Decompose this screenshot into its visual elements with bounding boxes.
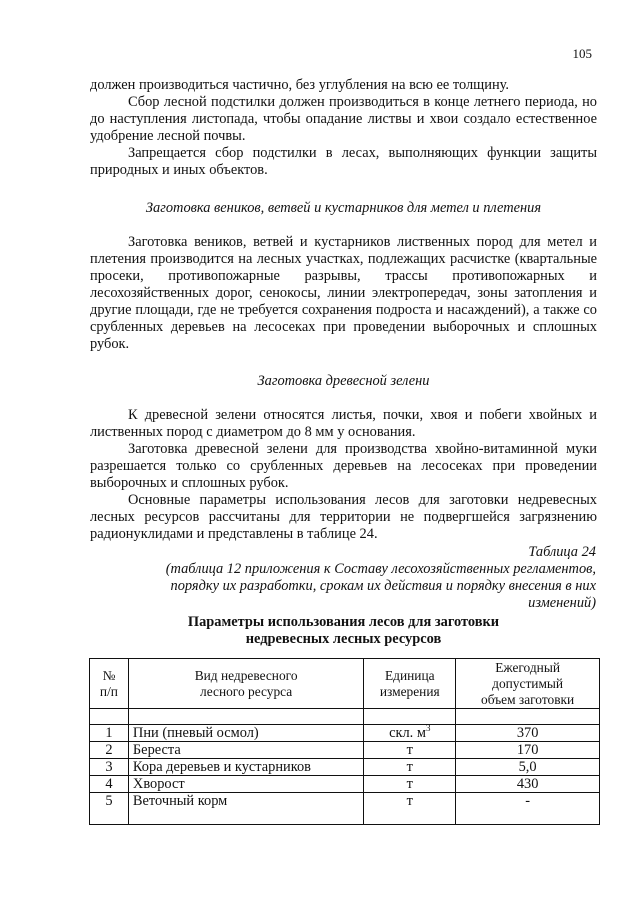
row-resource: Пни (пневый осмол) — [128, 725, 363, 742]
table-label: Таблица 24 — [528, 544, 596, 560]
header-annual-volume: Ежегодный допустимый объем заготовки — [456, 659, 600, 709]
table-note: (таблица 12 приложения к Составу лесохозяйственных регламентов, порядку их разработки, срокам их действия и порядку внесения в них изменений) — [165, 561, 596, 611]
row-unit: т — [364, 742, 456, 759]
row-num: 3 — [90, 759, 129, 776]
row-unit: т — [364, 759, 456, 776]
row-volume: 370 — [456, 725, 600, 742]
row-resource: Кора деревьев и кустарников — [128, 759, 363, 776]
table-title-line1: Параметры использования лесов для заготовки — [187, 614, 500, 630]
paragraph: Сбор лесной подстилки должен производиться в конце летнего периода, но до наступления листопада, чтобы опадание листвы и хвои создало естественное удобрение лесной почвы. — [90, 94, 597, 144]
table-row — [90, 759, 600, 776]
row-resource: Береста — [128, 742, 363, 759]
row-unit: т — [364, 776, 456, 793]
paragraph: К древесной зелени относятся листья, почки, хвоя и побеги хвойных и лиственных пород с диаметром до 8 мм у основания. — [90, 407, 597, 440]
brooms-section — [90, 234, 597, 353]
paragraph: Заготовка веников, ветвей и кустарников лиственных пород для метел и плетения производится на лесных участках, подлежащих расчистке (квартальные просеки, противопожарные разрывы, трассы противопожарных и лесохозяйственных дорог, сенокосы, линии электропередач, зоны затопления и другие площади, где не требуется сохранения подроста и насаждений), а также со срубленных деревьев на лесосеках при проведении выборочных и сплошных рубок. — [90, 234, 597, 352]
row-volume: 430 — [456, 776, 600, 793]
paragraph: должен производиться частично, без углубления на всю ее толщину. — [90, 77, 510, 93]
row-volume: - — [456, 793, 600, 825]
header-num: № п/п — [90, 659, 129, 709]
page-number: 105 — [572, 46, 592, 61]
row-num: 4 — [90, 776, 129, 793]
paragraph: Заготовка древесной зелени для производства хвойно-витаминной муки разрешается только со срубленных деревьев на лесосеках при проведении выборочных и сплошных рубок. — [90, 441, 597, 491]
table-row — [90, 742, 600, 759]
row-volume: 5,0 — [456, 759, 600, 776]
paragraph: Основные параметры использования лесов для заготовки недревесных лесных ресурсов рассчитаны для территории не подвергшейся загрязнению радионуклидами и представлены в таблице 24. — [90, 492, 597, 542]
section-heading-greenery: Заготовка древесной зелени — [257, 373, 430, 389]
table-row — [90, 725, 600, 742]
row-num: 2 — [90, 742, 129, 759]
header-unit: Единица измерения — [364, 659, 456, 709]
table-row — [90, 793, 600, 825]
row-num: 5 — [90, 793, 129, 825]
row-resource: Веточный корм — [128, 793, 363, 825]
paragraph: Запрещается сбор подстилки в лесах, выполняющих функции защиты природных и иных объектов. — [90, 145, 597, 178]
row-resource: Хворост — [128, 776, 363, 793]
row-unit: т — [364, 793, 456, 825]
row-num: 1 — [90, 725, 129, 742]
table-spacer-row — [90, 709, 600, 725]
section-heading-brooms: Заготовка веников, ветвей и кустарников для метел и плетения — [145, 200, 542, 216]
row-volume: 170 — [456, 742, 600, 759]
table-row — [90, 776, 600, 793]
resources-table — [89, 658, 600, 825]
table-header-row — [90, 659, 600, 709]
table-title-line2: недревесных лесных ресурсов — [245, 631, 442, 647]
intro-paragraphs — [90, 77, 597, 179]
row-unit: скл. $м^3$ — [364, 725, 456, 742]
greenery-section — [90, 407, 597, 543]
header-resource-type: Вид недревесного лесного ресурса — [128, 659, 363, 709]
